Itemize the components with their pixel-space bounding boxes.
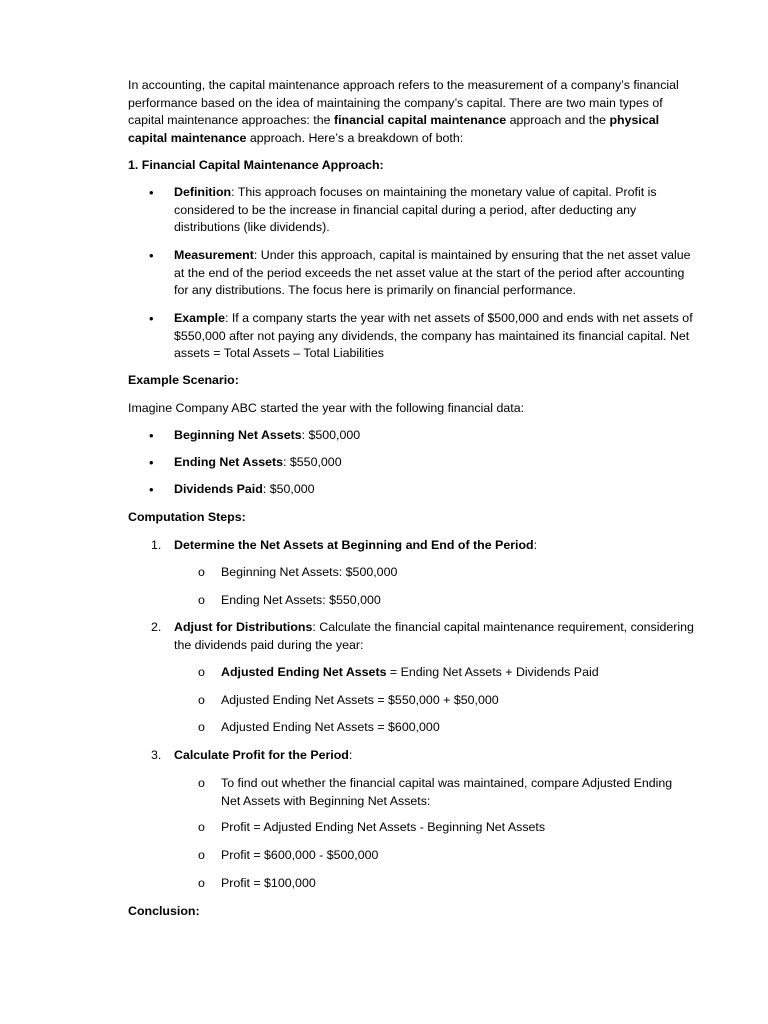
step2-sub-values: Adjusted Ending Net Assets = $550,000 + $50,000 xyxy=(221,693,499,707)
bullet-icon: • xyxy=(149,248,154,263)
circle-bullet-icon: o xyxy=(198,820,205,834)
step1-item: Determine the Net Assets at Beginning and End of the Period: xyxy=(174,538,538,552)
scenario-intro: Imagine Company ABC started the year with the following financial data: xyxy=(128,401,525,415)
step3-sub-compare: To find out whether the financial capital was maintained, compare Adjusted Ending Net Assets with Beginning Net Assets: xyxy=(221,776,673,808)
step2-sub-result: Adjusted Ending Net Assets = $600,000 xyxy=(221,720,440,734)
bullet-icon: • xyxy=(149,185,154,200)
step2-item: Adjust for Distributions: Calculate the financial capital maintenance requirement, considering the dividends paid during the year: xyxy=(174,620,694,652)
definition-item: Definition: This approach focuses on maintaining the monetary value of capital. Profit is considered to be the increase in financial capital during a period, after deducting any distributions (like dividends). xyxy=(174,185,657,235)
intro-bold-financial: financial capital maintenance xyxy=(333,113,507,128)
circle-bullet-icon: o xyxy=(198,720,205,734)
circle-bullet-icon: o xyxy=(198,665,205,679)
step1-sub-ending: Ending Net Assets: $550,000 xyxy=(221,593,381,607)
scenario-item-beginning: Beginning Net Assets: $500,000 xyxy=(174,428,361,442)
bullet-icon: • xyxy=(149,428,154,443)
step1-sub-beginning: Beginning Net Assets: $500,000 xyxy=(221,565,398,579)
measurement-item: Measurement: Under this approach, capital is maintained by ensuring that the net asset value at the end of the period exceeds the net asset value at the start of the period after accounting for any distributions. The focus here is primarily on financial performance. xyxy=(174,248,691,298)
step3-sub-values: Profit = $600,000 - $500,000 xyxy=(221,848,379,862)
intro-text-2: approach and the xyxy=(506,113,610,128)
circle-bullet-icon: o xyxy=(198,565,205,579)
circle-bullet-icon: o xyxy=(198,593,205,607)
circle-bullet-icon: o xyxy=(198,848,205,862)
intro-text-3: approach. Here’s a breakdown of both: xyxy=(246,130,464,145)
scenario-item-ending: Ending Net Assets: $550,000 xyxy=(174,455,342,469)
step-number: 1. xyxy=(151,538,162,552)
scenario-item-dividends: Dividends Paid: $50,000 xyxy=(174,482,315,496)
intro-bold-physical: physical capital maintenance xyxy=(128,113,660,145)
step-number: 2. xyxy=(151,620,162,634)
circle-bullet-icon: o xyxy=(198,776,205,790)
circle-bullet-icon: o xyxy=(198,693,205,707)
intro-paragraph xyxy=(128,77,688,147)
scenario-heading: Example Scenario: xyxy=(128,373,239,387)
step3-sub-result: Profit = $100,000 xyxy=(221,876,316,890)
bullet-icon: • xyxy=(149,455,154,470)
bullet-icon: • xyxy=(149,311,154,326)
step2-sub-formula: Adjusted Ending Net Assets = Ending Net Assets + Dividends Paid xyxy=(221,665,599,679)
circle-bullet-icon: o xyxy=(198,876,205,890)
example-item: Example: If a company starts the year with net assets of $500,000 and ends with net assets of $550,000 after not paying any dividends, the company has maintained its financial capital. Net assets = Total Assets – Total Liabilities xyxy=(174,311,693,361)
conclusion-heading: Conclusion: xyxy=(128,904,200,918)
steps-heading: Computation Steps: xyxy=(128,510,246,524)
intro-text-1: In accounting, the capital maintenance approach refers to the measurement of a company’s financial performance based on the idea of maintaining the company’s capital. There are two main types of capital maintenance approaches: the xyxy=(128,78,679,128)
step3-sub-formula: Profit = Adjusted Ending Net Assets - Beginning Net Assets xyxy=(221,820,546,834)
section1-heading: 1. Financial Capital Maintenance Approach: xyxy=(128,158,384,172)
bullet-icon: • xyxy=(149,482,154,497)
step-number: 3. xyxy=(151,748,162,762)
step3-item: Calculate Profit for the Period: xyxy=(174,748,353,762)
